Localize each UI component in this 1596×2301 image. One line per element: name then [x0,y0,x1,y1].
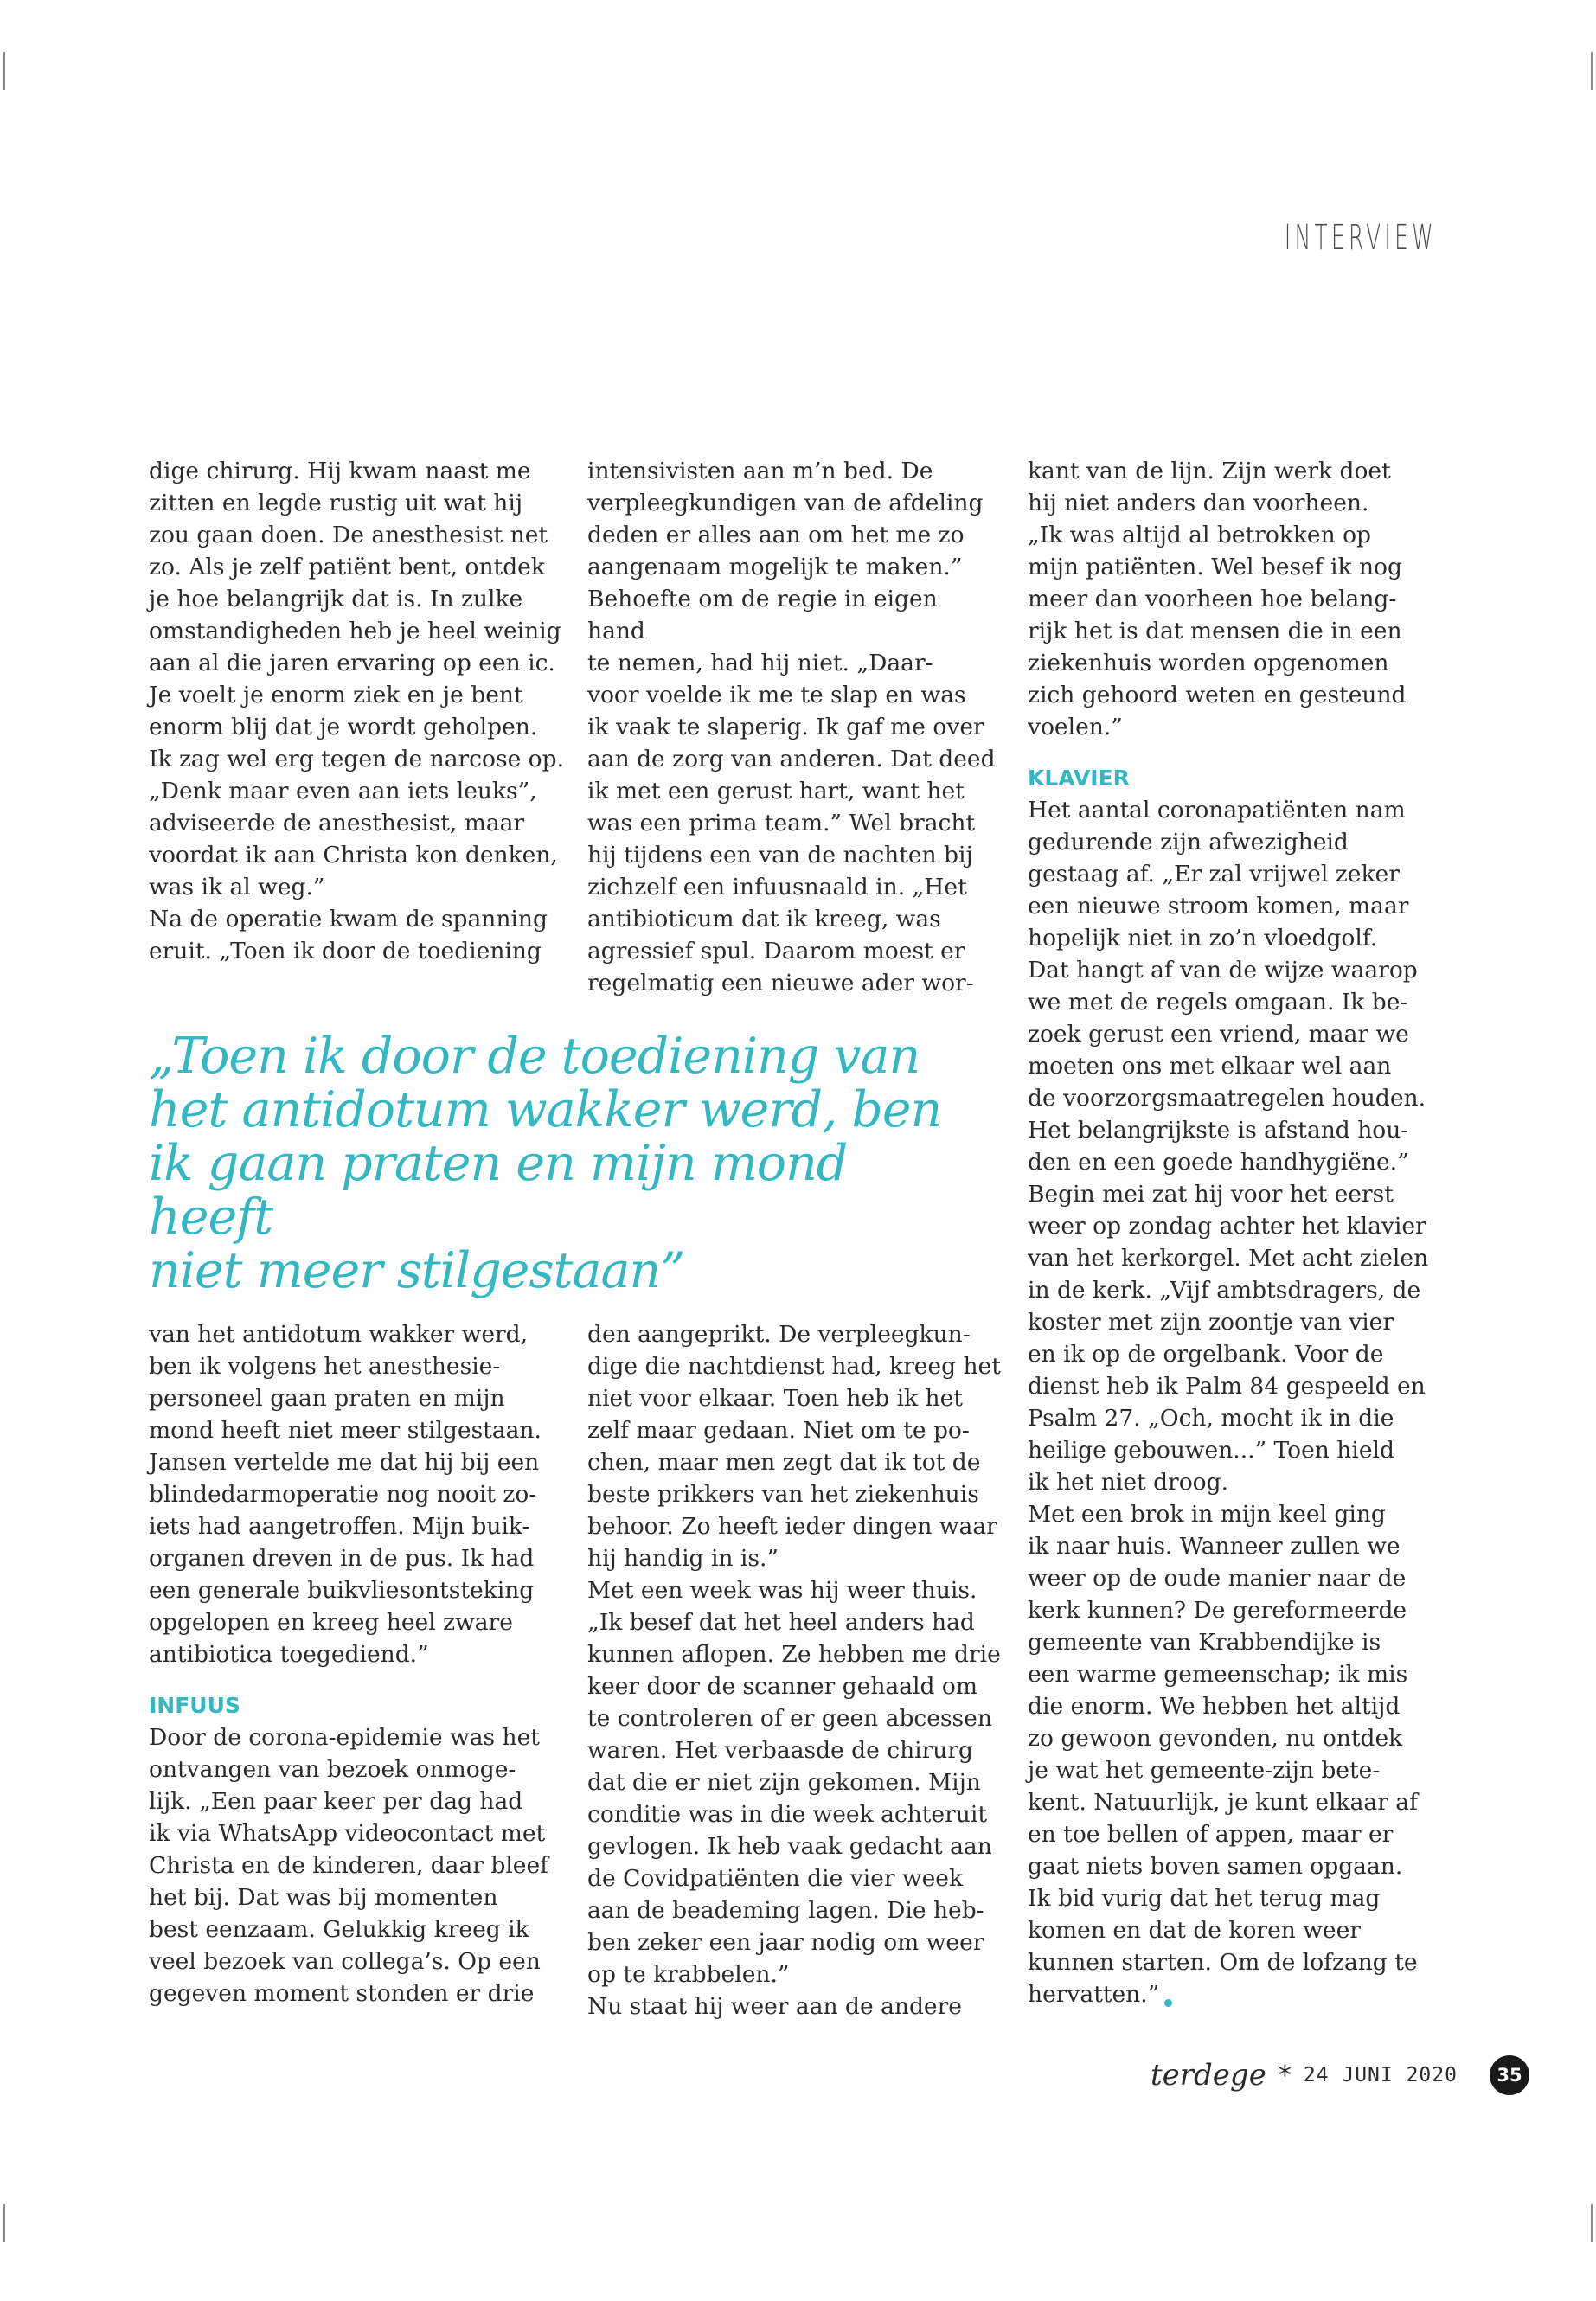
crop-mark-bottom-left [3,2204,5,2242]
end-mark-icon [1164,1999,1172,2007]
section-label: INTERVIEW [1284,218,1437,258]
column-left-top-text: dige chirurg. Hij kwam naast me zitten en legde rustig uit wat hij zou gaan doen. De anesthesist net zo. Als je zelf patiënt bent, ontdek je hoe belangrijk dat is. In zulke omstandigheden heb je heel weinig aan al die jaren ervaring op een ic. Je voelt je enorm ziek en je bent enorm blij dat je wordt geholpen. Ik zag wel erg tegen de narcose op. „Denk maar even aan iets leuks”, adviseerde de anesthesist, maar voordat ik aan Christa kon denken, was ik al weg.” Na de operatie kwam de spanning eruit. „Toen ik door de toediening [149,458,565,965]
column-left-top [149,455,564,967]
column-middle-top-text: intensivisten aan m’n bed. De verpleegkundigen van de afdeling deden er alles aan om het me zo aangenaam mogelijk te maken.” Behoefte om de regie in eigen hand te nemen, had hij niet. „Daar- voor voelde ik me te slap en was ik vaak te slaperig. Ik gaf me over aan de zorg van anderen. Dat deed ik met een gerust hart, want het was een prima team.” Wel bracht hij tijdens een van de nachten bij zichzelf een infuusnaald in. „Het antibioticum dat ik kreeg, was agressief spul. Daarom moest er regelmatig een nieuwe ader wor- [587,458,996,997]
page-footer [1151,2056,1458,2094]
column-right-body [1028,794,1443,2010]
subheading-infuus: INFUUS [149,1693,240,1718]
crop-mark-top-right [1591,52,1593,90]
pull-quote: „Toen ik door de toediening van het antidotum wakker werd, ben ik gaan praten en mijn mond heeft niet meer stilgestaan” [149,1028,942,1299]
column-middle-top [587,455,1003,999]
column-right-body-text: Het aantal coronapatiënten nam gedurende zijn afwezigheid gestaag af. „Er zal vrijwel zeker een nieuwe stroom komen, maar hopelijk niet in zo’n vloedgolf. Dat hangt af van de wijze waarop we met de regels omgaan. Ik be- zoek gerust een vriend, maar we moeten ons met elkaar wel aan de voorzorgsmaatregelen houden. Het belangrijkste is afstand hou- den en een goede handhygiëne.” Begin mei zat hij voor het eerst weer op zondag achter het klavier van het kerkorgel. Met acht zielen in de kerk. „Vijf ambtsdragers, de koster met zijn zoontje van vier en ik op de orgelbank. Voor de dienst heb ik Palm 84 gespeeld en Psalm 27. „Och, mocht ik in die heilige gebouwen...” Toen hield ik het niet droog. Met een brok in mijn keel ging ik naar huis. Wanneer zullen we weer op de oude manier naar de kerk kunnen? De gereformeerde gemeente van Krabbendijke is een warme gemeenschap; ik mis die enorm. We hebben het altijd zo gewoon gevonden, nu ontdek je wat het gemeente-zijn bete- kent. Natuurlijk, je kunt elkaar af en toe bellen of appen, maar er gaat niets boven samen opgaan. Ik bid vurig dat het terug mag komen en dat de koren weer kunnen starten. Om de lofzang te hervatten.” [1028,797,1429,2008]
column-middle-bottom [587,1318,1003,2022]
column-right-intro: kant van de lijn. Zijn werk doet hij niet anders dan voorheen. „Ik was altijd al betrokken op mijn patiënten. Wel besef ik nog meer dan voorheen hoe belang- rijk het is dat mensen die in een ziekenhuis worden opgenomen zich gehoord weten en gesteund voelen.” [1028,458,1407,740]
column-left-bottom [149,1318,564,2009]
page-number: 35 [1490,2055,1529,2095]
subheading-klavier: KLAVIER [1028,766,1130,791]
issue-date: 24 JUNI 2020 [1303,2064,1458,2086]
crop-mark-bottom-right [1591,2204,1593,2242]
footer-separator: * [1278,2060,1292,2091]
crop-mark-top-left [3,52,5,90]
column-middle-bottom-text: den aangeprikt. De verpleegkun- dige die nachtdienst had, kreeg het niet voor elkaar. Toen heb ik het zelf maar gedaan. Niet om te po- chen, maar men zegt dat ik tot de beste prikkers van het ziekenhuis behoor. Zo heeft ieder dingen waar hij handig in is.” Met een week was hij weer thuis. „Ik besef dat het heel anders had kunnen aflopen. Ze hebben me drie keer door de scanner gehaald om te controleren of er geen abcessen waren. Het verbaasde de chirurg dat die er niet zijn gekomen. Mijn conditie was in die week achteruit gevlogen. Ik heb vaak gedacht aan de Covidpatiënten die vier week aan de beademing lagen. Die heb- ben zeker een jaar nodig om weer op te krabbelen.” Nu staat hij weer aan de andere [587,1321,1001,2020]
column-left-bottom-intro: van het antidotum wakker werd, ben ik volgens het anesthesie- personeel gaan praten en mijn mond heeft niet meer stilgestaan. Jansen vertelde me dat hij bij een blindedarmoperatie nog nooit zo- iets had aangetroffen. Mijn buik- organen dreven in de pus. Ik had een generale buikvliesontsteking opgelopen en kreeg heel zware antibiotica toegediend.” [149,1321,542,1668]
column-right [1028,455,1443,2010]
column-left-bottom-body: Door de corona-epidemie was het ontvangen van bezoek onmoge- lijk. „Een paar keer per dag had ik via WhatsApp videocontact met Christa en de kinderen, daar bleef het bij. Dat was bij momenten best eenzaam. Gelukkig kreeg ik veel bezoek van collega’s. Op een gegeven moment stonden er drie [149,1724,548,2007]
magazine-logo: terdege [1151,2058,1266,2093]
